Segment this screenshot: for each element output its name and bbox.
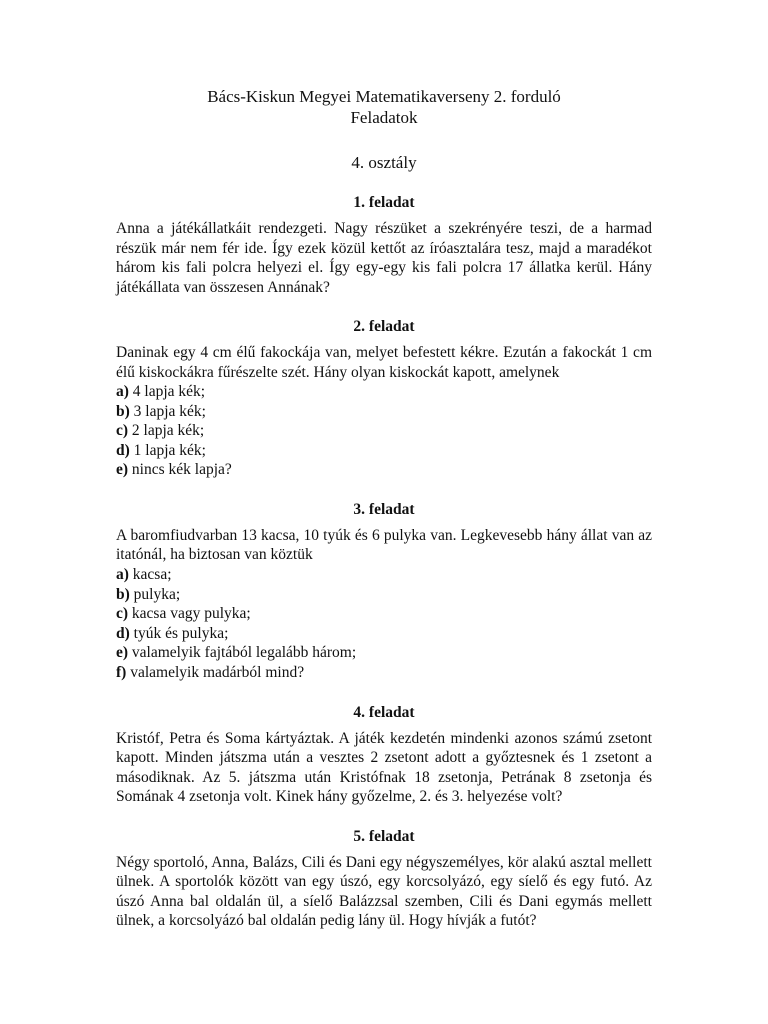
task-4 <box>116 703 652 807</box>
option-item <box>116 604 652 624</box>
task-title: 4. feladat <box>353 703 415 721</box>
option-label: c) <box>116 605 129 623</box>
option-label: d) <box>116 441 130 459</box>
option-label: c) <box>116 422 129 440</box>
option-item <box>116 624 652 644</box>
task-2 <box>116 317 652 480</box>
document-subtitle: Feladatok <box>350 108 418 127</box>
option-item <box>116 402 652 422</box>
option-item <box>116 565 652 585</box>
document-page <box>116 86 652 931</box>
option-item <box>116 441 652 461</box>
task-title: 5. feladat <box>353 827 415 845</box>
option-item <box>116 382 652 402</box>
option-text: kacsa vagy pulyka; <box>131 605 251 623</box>
document-title: Bács-Kiskun Megyei Matematikaverseny 2. forduló <box>207 87 561 106</box>
task-title: 3. feladat <box>353 500 415 518</box>
option-label: e) <box>116 644 129 662</box>
task-text: Daninak egy 4 cm élű fakockája van, melyet befestett kékre. Ezután a fakockát 1 cm élű kiskockákra fűrészelte szét. Hány olyan kiskockát kapott, amelynek <box>116 344 652 381</box>
task-text: Négy sportoló, Anna, Balázs, Cili és Dani egy négyszemélyes, kör alakú asztal mellett ülnek. A sportolók között van egy úszó, egy korcsolyázó, egy síelő és egy futó. Az úszó Anna bal oldalán ül, a síelő Balázzsal szemben, Cili és Dani egymás mellett ülnek, a korcsolyázó bal oldalán pedig lány ül. Hogy hívják a futót? <box>116 853 652 930</box>
task-title: 2. feladat <box>353 318 415 335</box>
option-item <box>116 585 652 605</box>
option-list <box>116 382 652 480</box>
option-label: e) <box>116 461 129 479</box>
task-5 <box>116 827 652 931</box>
option-text: tyúk és pulyka; <box>133 624 229 642</box>
option-label: a) <box>116 565 129 583</box>
option-label: b) <box>116 402 130 420</box>
option-label: a) <box>116 383 129 400</box>
option-text: valamelyik fajtából legalább három; <box>131 644 357 662</box>
option-label: b) <box>116 585 130 603</box>
option-item <box>116 421 652 441</box>
option-item <box>116 643 652 663</box>
option-text: valamelyik madárból mind? <box>130 663 305 681</box>
option-text: 3 lapja kék; <box>133 402 206 420</box>
option-text: nincs kék lapja? <box>131 461 232 479</box>
option-text: kacsa; <box>132 565 172 583</box>
task-1 <box>116 193 652 297</box>
option-text: pulyka; <box>133 585 181 603</box>
task-title: 1. feladat <box>353 194 415 211</box>
task-text: Anna a játékállatkáit rendezgeti. Nagy részüket a szekrényére teszi, de a harmad részük már nem fér ide. Így ezek közül kettőt az íróasztalára tesz, majd a maradékot három kis fali polcra helyezi el. Így egy-egy kis fali polcra 17 állatka kerül. Hány játékállata van összesen Annának? <box>116 220 652 296</box>
option-label: d) <box>116 624 130 642</box>
task-text: A baromfiudvarban 13 kacsa, 10 tyúk és 6 pulyka van. Legkevesebb hány állat van az itatónál, ha biztosan van köztük <box>116 526 652 564</box>
option-list <box>116 565 652 683</box>
grade-heading: 4. osztály <box>351 153 417 172</box>
option-text: 1 lapja kék; <box>133 441 206 459</box>
option-item <box>116 460 652 480</box>
option-label: f) <box>116 663 127 681</box>
task-3 <box>116 500 652 683</box>
option-text: 4 lapja kék; <box>132 383 206 400</box>
task-text: Kristóf, Petra és Soma kártyáztak. A játék kezdetén mindenki azonos számú zsetont kapott. Minden játszma után a vesztes 2 zsetont adott a győztesnek és 1 zsetont a másodiknak. Az 5. játszma után Kristófnak 18 zsetonja, Petrának 8 zsetonja és Somának 4 zsetonja volt. Kinek hány győzelme, 2. és 3. helyezése volt? <box>116 729 652 806</box>
option-text: 2 lapja kék; <box>131 422 205 440</box>
option-item <box>116 663 652 683</box>
